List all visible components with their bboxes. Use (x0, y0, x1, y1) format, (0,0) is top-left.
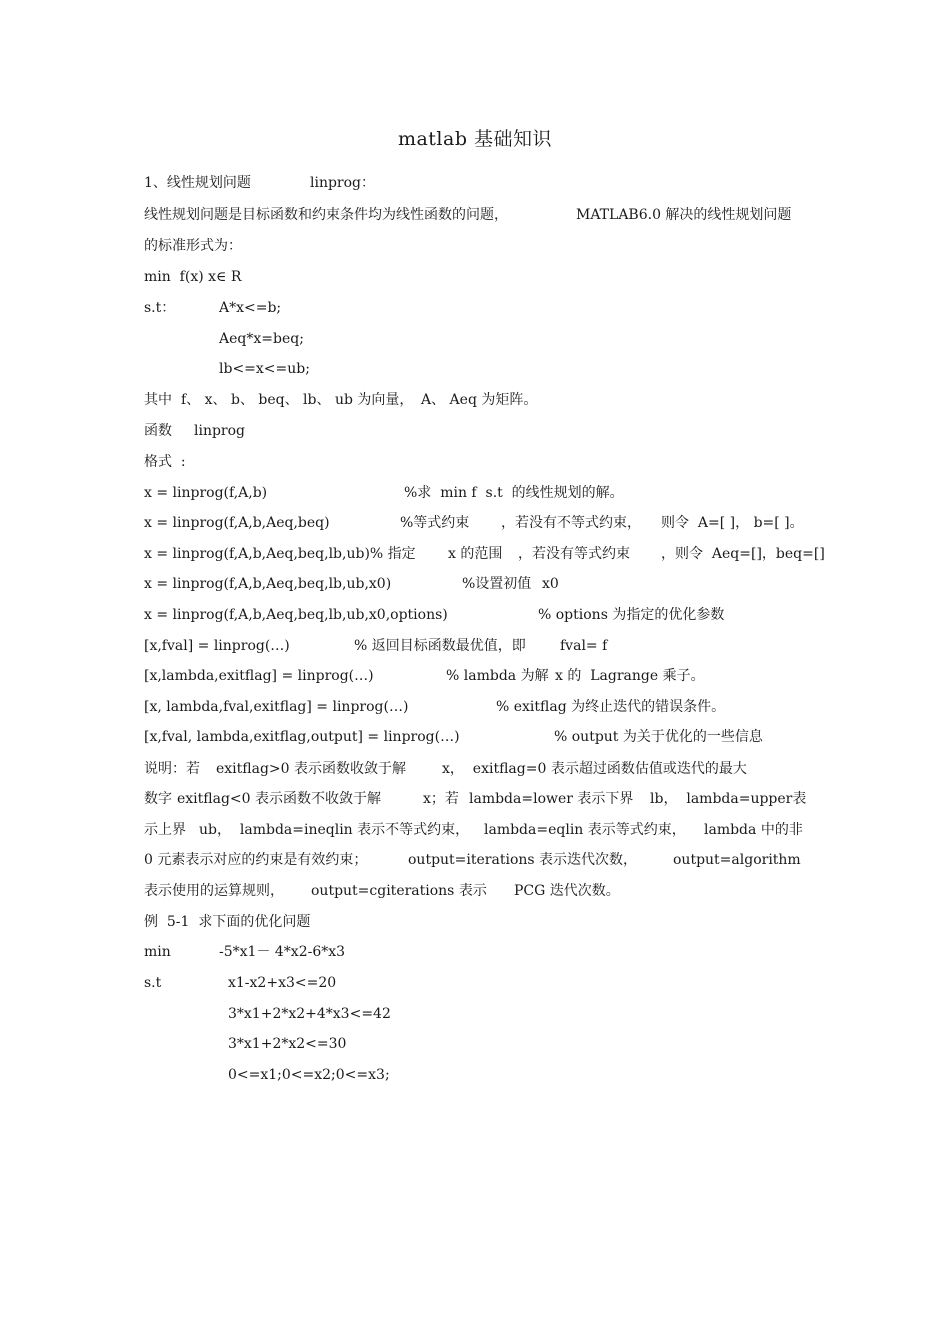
text-line-9-segment-2: linprog (194, 423, 246, 439)
text-line-23-segment-2: output=iterations 表示迭代次数， (408, 852, 638, 868)
text-line-16-segment-3: fval= f (560, 638, 608, 654)
text-line-14-segment-1: x = linprog(f,A,b,Aeq,beq,lb,ub,x0) (144, 576, 392, 592)
text-line-1-segment-2: linprog： (310, 175, 376, 191)
text-line-1-segment-1: 1、线性规划问题 (144, 175, 251, 191)
text-line-2-segment-2: MATLAB6.0 解决的线性规划问题 (576, 207, 792, 223)
text-line-13-segment-1: x = linprog(f,A,b,Aeq,beq,lb,ub)% 指定 (144, 546, 416, 562)
text-line-13-segment-4: ，则令 Aeq=[]，beq=[] (661, 546, 825, 562)
text-line-22-segment-2: ub， lambda=ineqlin 表示不等式约束， (199, 822, 470, 838)
text-line-21-segment-4: lambda=lower 表示下界 (469, 791, 634, 807)
text-line-2-segment-1: 线性规划问题是目标函数和约束条件均为线性函数的问题， (144, 207, 508, 223)
text-line-26-segment-1: min (144, 944, 171, 960)
text-line-19-segment-2: % output 为关于优化的一些信息 (554, 729, 763, 745)
text-line-15-segment-1: x = linprog(f,A,b,Aeq,beq,lb,ub,x0,options) (144, 607, 448, 623)
document-title: matlab 基础知识 (397, 128, 553, 150)
text-line-8-segment-3: A、 Aeq 为矩阵。 (421, 392, 538, 408)
text-line-10-segment-1: 格式 : (144, 454, 186, 470)
text-line-21-segment-3: x；若 (423, 791, 459, 807)
text-line-24-segment-2: output=cgiterations 表示 (311, 883, 487, 899)
text-line-23-segment-1: 0 元素表示对应的约束是有效约束； (144, 852, 368, 868)
text-line-25-segment-1: 例 5-1 求下面的优化问题 (144, 914, 311, 930)
text-line-5-segment-1: s.t： (144, 300, 176, 316)
text-line-27-segment-1: s.t (144, 975, 162, 991)
text-line-9-segment-1: 函数 (144, 423, 172, 439)
text-line-18-segment-1: [x, lambda,fval,exitflag] = linprog(…) (144, 699, 409, 715)
text-line-20-segment-3: x， exitflag=0 表示超过函数估值或迭代的最大 (442, 761, 747, 777)
text-line-30-segment-1: 0<=x1;0<=x2;0<=x3; (228, 1067, 390, 1083)
text-line-22-segment-3: lambda=eqlin 表示等式约束， (484, 822, 686, 838)
text-line-11-segment-2: %求 min f s.t 的线性规划的解。 (404, 485, 624, 501)
text-line-7-segment-1: lb<=x<=ub; (219, 361, 310, 377)
text-line-24-segment-3: PCG 迭代次数。 (514, 883, 620, 899)
text-line-17-segment-2: % lambda 为解 (446, 668, 549, 684)
text-line-17-segment-3: x 的 Lagrange 乘子。 (555, 668, 705, 684)
text-line-15-segment-2: % options 为指定的优化参数 (538, 607, 725, 623)
text-line-18-segment-2: % exitflag 为终止迭代的错误条件。 (496, 699, 726, 715)
text-line-3-segment-1: 的标准形式为： (144, 238, 242, 254)
text-line-21-segment-1: 数字 (144, 791, 172, 807)
text-line-28-segment-1: 3*x1+2*x2+4*x3<=42 (228, 1006, 391, 1022)
text-line-12-segment-2: %等式约束 (400, 515, 470, 531)
text-line-21-segment-5: lb， lambda=upper表 (650, 791, 807, 807)
text-line-12-segment-3: ，若没有不等式约束， (501, 515, 641, 531)
text-line-16-segment-2: % 返回目标函数最优值，即 (354, 638, 526, 654)
text-line-8-segment-1: 其中 (144, 392, 172, 408)
text-line-21-segment-2: exitflag<0 表示函数不收敛于解 (177, 791, 382, 807)
text-line-8-segment-2: f、 x、 b、 beq、 lb、 ub 为向量， (181, 392, 414, 408)
text-line-23-segment-3: output=algorithm (673, 852, 801, 868)
text-line-14-segment-3: x0 (542, 576, 559, 592)
text-line-29-segment-1: 3*x1+2*x2<=30 (228, 1036, 347, 1052)
text-line-17-segment-1: [x,lambda,exitflag] = linprog(…) (144, 668, 374, 684)
text-line-24-segment-1: 表示使用的运算规则， (144, 883, 284, 899)
text-line-26-segment-2: -5*x1－ 4*x2-6*x3 (219, 944, 346, 960)
text-line-22-segment-4: lambda 中的非 (704, 822, 803, 838)
text-line-12-segment-1: x = linprog(f,A,b,Aeq,beq) (144, 515, 330, 531)
text-line-13-segment-2: x 的范围 (448, 546, 503, 562)
text-line-12-segment-4: 则令 A=[ ]， b=[ ]。 (661, 515, 804, 531)
text-line-14-segment-2: %设置初值 (462, 576, 532, 592)
text-line-20-segment-1: 说明：若 (144, 761, 200, 777)
text-line-4-segment-1: min f(x) x∈ R (144, 269, 242, 285)
text-line-27-segment-2: x1-x2+x3<=20 (228, 975, 337, 991)
text-line-13-segment-3: ，若没有等式约束 (518, 546, 630, 562)
text-line-5-segment-2: A*x<=b; (219, 300, 282, 316)
text-line-22-segment-1: 示上界 (144, 822, 186, 838)
text-line-19-segment-1: [x,fval, lambda,exitflag,output] = linprog(…) (144, 729, 460, 745)
text-line-16-segment-1: [x,fval] = linprog(…) (144, 638, 290, 654)
text-line-20-segment-2: exitflag>0 表示函数收敛于解 (216, 761, 407, 777)
text-line-11-segment-1: x = linprog(f,A,b) (144, 485, 268, 501)
text-line-6-segment-1: Aeq*x=beq; (219, 331, 304, 347)
